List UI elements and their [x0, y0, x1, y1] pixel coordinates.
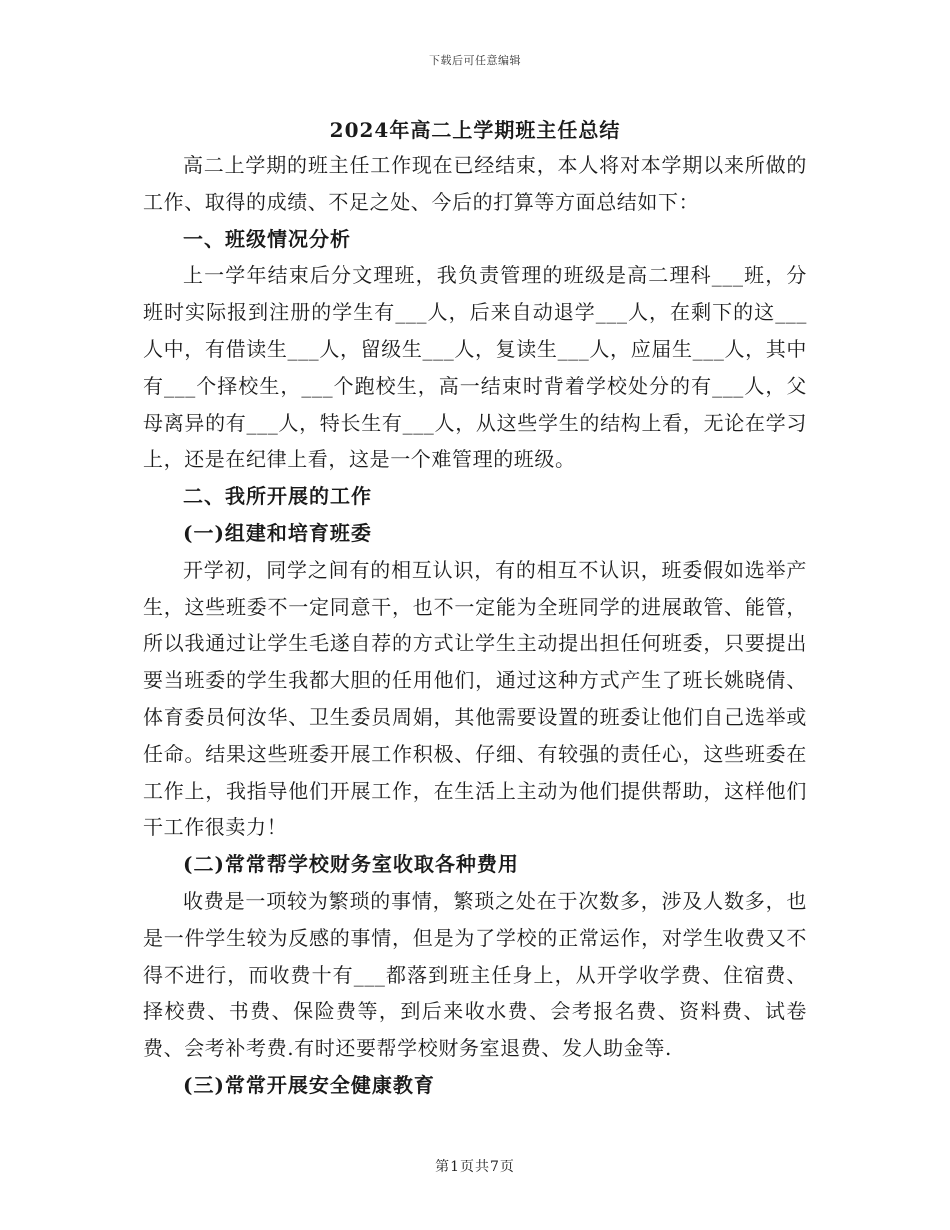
subsection-heading-safety-education: (三)常常开展安全健康教育: [183, 1072, 435, 1097]
document-title: 2024年高二上学期班主任总结: [329, 118, 621, 142]
page-number-footer: 第1页共7页: [435, 1159, 515, 1175]
page-header-note: 下载后可任意编辑: [429, 54, 521, 67]
class-analysis-paragraph: 上一学年结束后分文理班，我负责管理的班级是高二理科___班，分班时实际报到注册的学生有___人，后来自动退学___人，在剩下的这___人中，有借读生___人，留级生___人，复读生___人，应届生___人，其中有___个择校生，___个跑校生，高一结束时背着学校处分的有___人，父母离异的有___人，特长生有___人，从这些学生的结构上看，无论在学习上，还是在纪律上看，这是一个难管理的班级。: [143, 263, 807, 472]
section-heading-class-analysis: 一、班级情况分析: [183, 226, 351, 251]
class-committee-paragraph: 开学初，同学之间有的相互认识，有的相互不认识，班委假如选举产生，这些班委不一定同意干，也不一定能为全班同学的进展敢管、能管，所以我通过让学生毛遂自荐的方式让学生主动提出担任何班委，只要提出要当班委的学生我都大胆的任用他们，通过这种方式产生了班长姚晓倩、体育委员何汝华、卫生委员周娟，其他需要设置的班委让他们自己选举或任命。结果这些班委开展工作积极、仔细、有较强的责任心，这些班委在工作上，我指导他们开展工作，在生活上主动为他们提供帮助，这样他们干工作很卖力！: [143, 557, 807, 840]
fee-collection-paragraph: 收费是一项较为繁琐的事情，繁琐之处在于次数多，涉及人数多，也是一件学生较为反感的事情，但是为了学校的正常运作，对学生收费又不得不进行，而收费十有___都落到班主任身上，从开学收学费、住宿费、择校费、书费、保险费等，到后来收水费、会考报名费、资料费、试卷费、会考补考费.有时还要帮学校财务室退费、发人助金等.: [143, 888, 807, 1061]
subsection-heading-class-committee: (一)组建和培育班委: [183, 520, 372, 545]
section-heading-work-done: 二、我所开展的工作: [183, 484, 372, 509]
intro-paragraph: 高二上学期的班主任工作现在已经结束，本人将对本学期以来所做的工作、取得的成绩、不足之处、今后的打算等方面总结如下：: [143, 153, 807, 214]
document-body: [143, 147, 807, 1104]
subsection-heading-fee-collection: (二)常常帮学校财务室收取各种费用: [183, 852, 519, 877]
